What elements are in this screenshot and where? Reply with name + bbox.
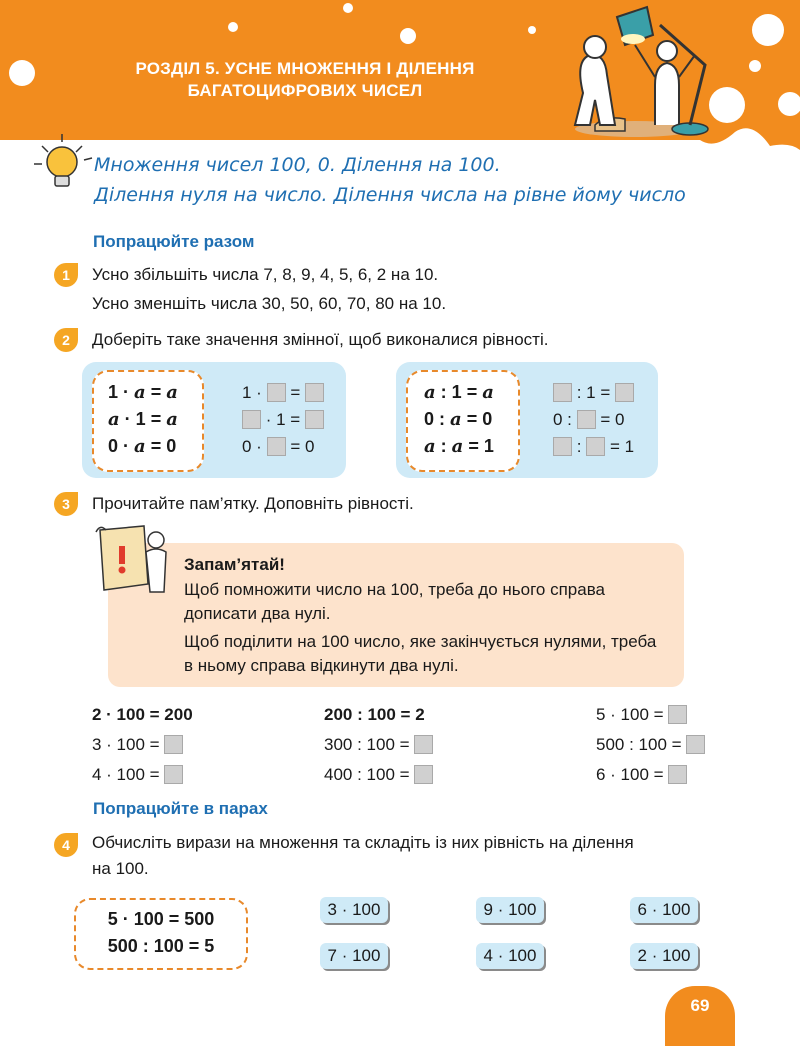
task1-text: [92, 260, 446, 318]
memo-title: Запам’ятай!: [184, 555, 285, 574]
memo-paragraph-1: Щоб помножити число на 100, треба до нього справа дописати два нулі.: [184, 580, 605, 623]
division-rules: [424, 379, 494, 460]
chapter-title: [60, 58, 550, 102]
chapter-title-line1: РОЗДІЛ 5. УСНЕ МНОЖЕННЯ І ДІЛЕННЯ: [135, 59, 475, 78]
task-number-4: 4: [54, 833, 78, 857]
equation: 3 · 100 =: [92, 730, 193, 760]
expression-card[interactable]: 6 · 100: [630, 897, 698, 923]
expression-card[interactable]: 4 · 100: [476, 943, 544, 969]
task3-column-1: [92, 700, 193, 790]
rule-row: a : 1 = a: [424, 382, 494, 403]
lightbulb-icon: [32, 132, 96, 194]
page-number: 69: [665, 986, 735, 1046]
fill-row: · 1 =: [242, 406, 324, 433]
task3-column-2: [324, 700, 433, 790]
task2-text: Доберіть таке значення змінної, щоб виконалися рівності.: [92, 330, 549, 349]
answer-box[interactable]: [668, 705, 687, 724]
answer-box[interactable]: [267, 437, 286, 456]
rule-row: 1 · a = a: [108, 382, 178, 403]
task4-line1: Обчисліть вирази на множення та складіть із них рівність на ділення: [92, 833, 634, 852]
task-number-1: 1: [54, 263, 78, 287]
answer-box[interactable]: [686, 735, 705, 754]
equation: 400 : 100 =: [324, 760, 433, 790]
equation: 4 · 100 =: [92, 760, 193, 790]
answer-box[interactable]: [586, 437, 605, 456]
chapter-title-line2: БАГАТОЦИФРОВИХ ЧИСЕЛ: [187, 81, 423, 100]
lesson-topic-line1: Множення чисел 100, 0. Ділення на 100.: [94, 154, 501, 176]
section-heading-pairs: Попрацюйте в парах: [93, 799, 268, 818]
memo-paragraph-2: Щоб поділити на 100 число, яке закінчується нулями, треба в ньому справа відкинути два нулі.: [184, 632, 657, 675]
example-division: 500 : 100 = 5: [107, 936, 215, 956]
task1-line1: Усно збільшіть числа 7, 8, 9, 4, 5, 6, 2 на 10.: [92, 265, 439, 284]
example-equations: [82, 906, 240, 960]
fill-row: : = 1: [553, 433, 634, 460]
equation: 5 · 100 =: [596, 700, 705, 730]
answer-box[interactable]: [414, 735, 433, 754]
answer-box[interactable]: [242, 410, 261, 429]
scroll-figure-icon: [92, 522, 172, 598]
answer-box[interactable]: [668, 765, 687, 784]
rule-row: a : a = 1: [424, 436, 494, 457]
answer-box[interactable]: [164, 765, 183, 784]
expression-card[interactable]: 9 · 100: [476, 897, 544, 923]
fill-row: 0 · = 0: [242, 437, 315, 456]
equation: 6 · 100 =: [596, 760, 705, 790]
equation: 2 · 100 = 200: [92, 705, 193, 724]
answer-box[interactable]: [553, 383, 572, 402]
rule-row: 0 : a = 0: [424, 409, 493, 430]
expression-card[interactable]: 2 · 100: [630, 943, 698, 969]
equation: 300 : 100 =: [324, 730, 433, 760]
expression-card[interactable]: 3 · 100: [320, 897, 388, 923]
equation: 500 : 100 =: [596, 730, 705, 760]
task3-text: Прочитайте пам’ятку. Доповніть рівності.: [92, 494, 414, 513]
division-fill-in: [553, 379, 634, 460]
lesson-topic-line2: Ділення нуля на число. Ділення числа на рівне йому число: [94, 184, 686, 206]
answer-box[interactable]: [305, 410, 324, 429]
answer-box[interactable]: [267, 383, 286, 402]
fill-row: : 1 =: [553, 379, 634, 406]
rule-row: 0 · a = 0: [108, 436, 177, 457]
fill-row: 0 : = 0: [553, 410, 625, 429]
task1-line2: Усно зменшіть числа 30, 50, 60, 70, 80 на 10.: [92, 294, 447, 313]
task-number-3: 3: [54, 492, 78, 516]
memo-text: [184, 578, 664, 678]
answer-box[interactable]: [553, 437, 572, 456]
lamp-figures-illustration: [555, 5, 725, 140]
task-number-2: 2: [54, 328, 78, 352]
example-multiplication: 5 · 100 = 500: [107, 909, 215, 929]
multiplication-fill-in: [242, 379, 324, 460]
answer-box[interactable]: [577, 410, 596, 429]
task3-column-3: [596, 700, 705, 790]
answer-box[interactable]: [414, 765, 433, 784]
task4-line2: на 100.: [92, 859, 149, 878]
answer-box[interactable]: [615, 383, 634, 402]
task4-text: [92, 830, 634, 882]
fill-row: 1 · =: [242, 379, 324, 406]
multiplication-rules: [108, 379, 178, 460]
answer-box[interactable]: [305, 383, 324, 402]
rule-row: a · 1 = a: [108, 409, 178, 430]
section-heading-together: Попрацюйте разом: [93, 232, 255, 251]
equation: 200 : 100 = 2: [324, 705, 425, 724]
expression-card[interactable]: 7 · 100: [320, 943, 388, 969]
answer-box[interactable]: [164, 735, 183, 754]
lesson-topic: [94, 150, 686, 210]
